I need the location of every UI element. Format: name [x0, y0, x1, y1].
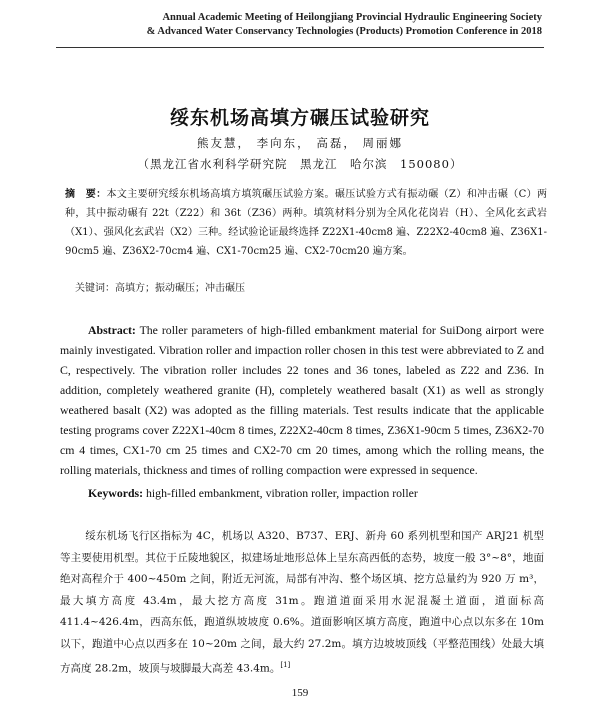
author-affiliation: （黑龙江省水利科学研究院 黑龙江 哈尔滨 150080） — [137, 157, 463, 171]
abstract-chinese-label: 摘 要： — [65, 189, 107, 200]
header-line-1: Annual Academic Meeting of Heilongjiang Provincial Hydraulic Engineering Society — [162, 12, 542, 23]
abstract-english — [60, 320, 544, 480]
page-number: 159 — [291, 687, 309, 699]
abstract-chinese — [65, 185, 547, 261]
keywords-english-text: high-filled embankment, vibration roller, impaction roller — [146, 486, 418, 500]
keywords-english — [88, 486, 418, 501]
paper-title: 绥东机场高填方碾压试验研究 — [169, 107, 430, 129]
header-rule — [56, 47, 544, 48]
keywords-chinese-text: 高填方；振动碾压；冲击碾压 — [115, 283, 245, 294]
header-line-2: & Advanced Water Conservancy Technologies (Products) Promotion Conference in 2018 — [146, 26, 542, 37]
abstract-english-label: Abstract: — [88, 323, 136, 337]
keywords-chinese — [75, 279, 245, 294]
body-paragraph — [60, 526, 544, 680]
keywords-chinese-label: 关键词： — [75, 283, 115, 294]
body-paragraph-text: 绥东机场飞行区指标为 4C，机场以 A320、B737、ERJ、新舟 60 系列机型和国产 ARJ21 机型等主要使用机型。其位于丘陵地貌区，拟建场址地形总体上呈东高西低的态势，坡度一般 3°~8°，地面绝对高程介于 400~450m 之间，附近无河流，局部有冲沟、整个场区填、挖方总量约为 920 万 m³，最大填方高度 43.4m，最大挖方高度 31m。跑道道面采用水泥混凝土道面，道面标高 411.4~426.4m，西高东低，跑道纵坡坡度 0.6%。道面影响区填方高度，跑道中心点以东多在 10m 以下，跑道中心点以西多在 10~20m 之间，最大约 27.2m。填方边坡坡顶线（平整范围线）处最大填方高度 28.2m，坡顶与坡脚最大高差 43.4m。 — [60, 530, 544, 675]
abstract-chinese-text: 本文主要研究绥东机场高填方填筑碾压试验方案。碾压试验方式有振动碾（Z）和冲击碾（C）两种，其中振动碾有 22t（Z22）和 36t（Z36）两种。填筑材料分别为全风化花岗岩（H）、全风化玄武岩（X1）、强风化玄武岩（X2）三种。经试验论证最终选择 Z22X1-40cm8 遍、Z22X2-40cm8 遍、Z36X1-90cm5 遍、Z36X2-70cm4 遍、CX1-70cm25 遍、CX2-70cm20 遍方案。 — [65, 189, 547, 257]
abstract-english-text: The roller parameters of high-filled embankment material for SuiDong airport were mainly investigated. Vibration roller and impaction roller chosen in this test were abbreviated to Z and C, respectively. The vibration roller includes 22 tones and 36 tones, labeled as Z22 and Z36. In addition, completely weathered granite (H), completely weathered basalt (X1) as well as strongly weathered basalt (X2) was adopted as the filling materials. Test results indicate that the applicable testing programs cover Z22X1-40cm 8 times, Z22X2-40cm 8 times, Z36X1-90cm 5 times, Z36X2-70 cm 4 times, CX1-70 cm 25 times and CX2-70 cm 20 times, among which the rolling means, the rolling materials, thickness and times of rolling compaction were expressed in sequence. — [60, 323, 544, 477]
keywords-english-label: Keywords: — [88, 486, 144, 500]
author-list: 熊友慧， 李向东， 高磊， 周丽娜 — [197, 136, 403, 150]
citation-marker: [1] — [280, 661, 291, 669]
running-header — [147, 11, 542, 39]
